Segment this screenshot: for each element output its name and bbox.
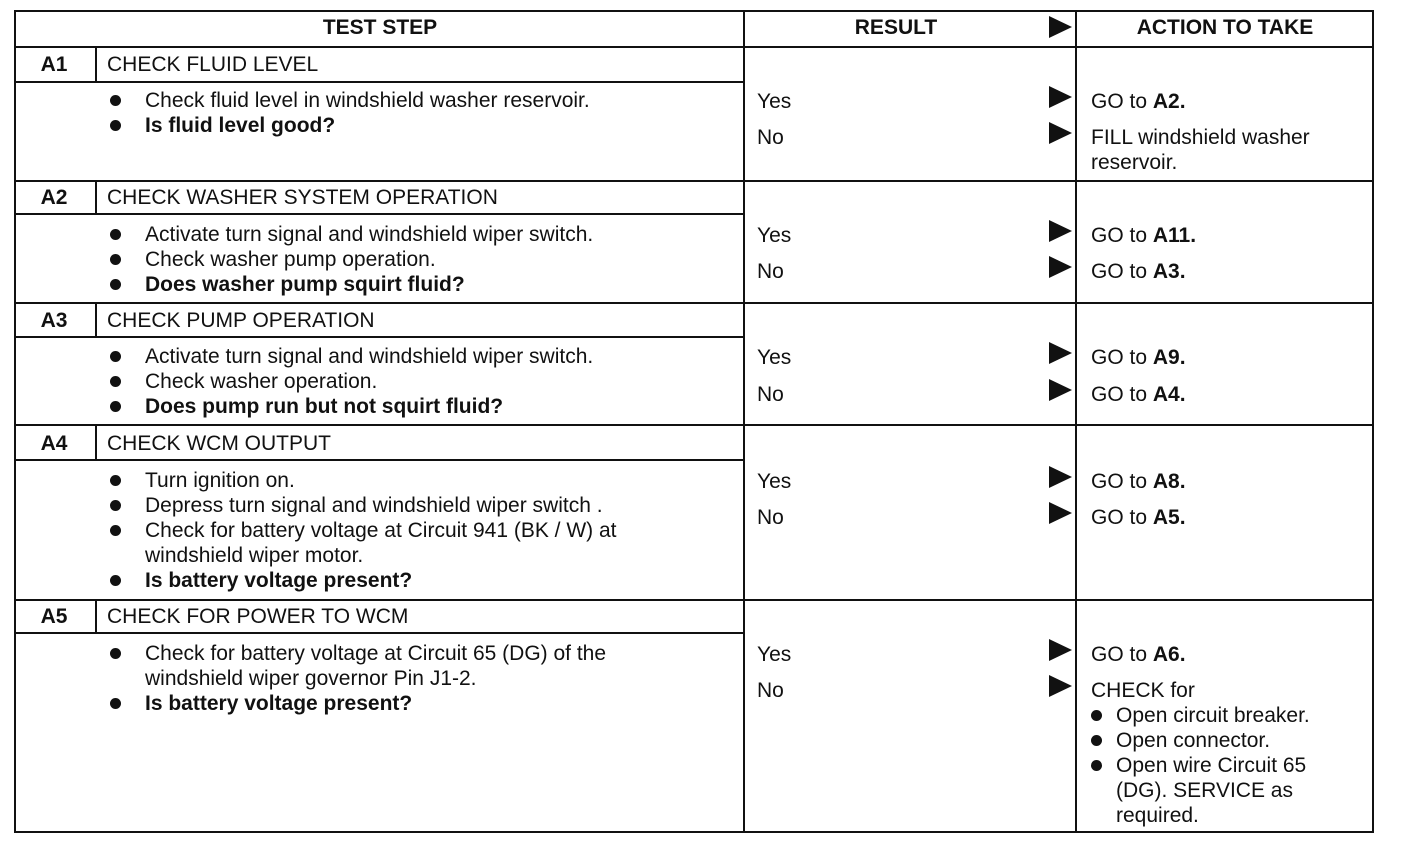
bullet-icon xyxy=(1091,760,1102,771)
step-a5-action-no-bullet-3-cont: (DG). SERVICE as xyxy=(1116,779,1293,802)
bullet-icon xyxy=(110,525,121,536)
step-a1-action-yes: GO to A2. xyxy=(1091,90,1186,113)
bullet-icon xyxy=(110,475,121,486)
divider-a1-a2 xyxy=(14,180,1374,182)
arrow-icon xyxy=(1049,122,1072,144)
step-a5-result-no: No xyxy=(757,679,784,702)
step-a3-bullet-3: Does pump run but not squirt fluid? xyxy=(145,395,504,418)
divider-a2-a3 xyxy=(14,302,1374,304)
step-a5-bullet-1-cont: windshield wiper governor Pin J1-2. xyxy=(145,667,477,690)
step-a5-bullet-1: Check for battery voltage at Circuit 65 (DG) of the xyxy=(145,642,607,665)
step-a4-bullet-1: Turn ignition on. xyxy=(145,469,295,492)
step-a2-result-yes: Yes xyxy=(757,224,792,247)
step-a2-bullet-3: Does washer pump squirt fluid? xyxy=(145,273,465,296)
step-a4-bullet-3-cont: windshield wiper motor. xyxy=(145,544,364,567)
bullet-icon xyxy=(110,254,121,265)
step-a5-bullet-2: Is battery voltage present? xyxy=(145,692,413,715)
bullet-icon xyxy=(110,648,121,659)
step-a5-action-no-bullet-3: Open wire Circuit 65 xyxy=(1116,754,1307,777)
step-a4-result-yes: Yes xyxy=(757,470,792,493)
divider-a3-a4 xyxy=(14,424,1374,426)
divider-action-column xyxy=(1075,10,1077,833)
header-action: ACTION TO TAKE xyxy=(1136,16,1314,39)
bullet-icon xyxy=(110,229,121,240)
divider-a2-title xyxy=(14,213,745,215)
arrow-icon xyxy=(1049,342,1072,364)
divider-result-column xyxy=(743,10,745,833)
step-a1-action-no-line-2: reservoir. xyxy=(1091,151,1178,174)
step-a3-action-no: GO to A4. xyxy=(1091,383,1186,406)
step-a2-bullet-1: Activate turn signal and windshield wiper switch. xyxy=(145,223,594,246)
header-test-step: TEST STEP xyxy=(322,16,438,39)
divider-a5-title xyxy=(14,632,745,634)
divider-header xyxy=(14,46,1374,48)
step-a5-action-no-head: CHECK for xyxy=(1091,679,1195,702)
step-a3-id: A3 xyxy=(40,309,68,332)
step-a3-bullet-1: Activate turn signal and windshield wiper switch. xyxy=(145,345,594,368)
bullet-icon xyxy=(110,575,121,586)
bullet-icon xyxy=(1091,735,1102,746)
step-a1-action-no-line-1: FILL windshield washer xyxy=(1091,126,1310,149)
arrow-icon xyxy=(1049,379,1072,401)
divider-a1-title xyxy=(14,81,745,83)
bullet-icon xyxy=(110,376,121,387)
step-a3-title: CHECK PUMP OPERATION xyxy=(107,309,375,332)
step-a2-result-no: No xyxy=(757,260,784,283)
divider-a4-id xyxy=(95,425,97,460)
arrow-icon xyxy=(1049,220,1072,242)
step-a4-bullet-4: Is battery voltage present? xyxy=(145,569,413,592)
bullet-icon xyxy=(110,120,121,131)
step-a5-title: CHECK FOR POWER TO WCM xyxy=(107,605,409,628)
step-a1-title: CHECK FLUID LEVEL xyxy=(107,53,319,76)
arrow-icon xyxy=(1049,502,1072,524)
arrow-icon xyxy=(1049,639,1072,661)
bullet-icon xyxy=(110,279,121,290)
arrow-icon xyxy=(1049,466,1072,488)
step-a5-action-no-bullet-1: Open circuit breaker. xyxy=(1116,704,1310,727)
bullet-icon xyxy=(110,401,121,412)
step-a5-action-no-bullet-2: Open connector. xyxy=(1116,729,1271,752)
bullet-icon xyxy=(110,500,121,511)
divider-a4-title xyxy=(14,459,745,461)
step-a1-result-yes: Yes xyxy=(757,90,792,113)
step-a5-result-yes: Yes xyxy=(757,643,792,666)
step-a5-action-yes: GO to A6. xyxy=(1091,643,1186,666)
step-a4-id: A4 xyxy=(40,432,68,455)
divider-a4-a5 xyxy=(14,599,1374,601)
step-a2-id: A2 xyxy=(40,186,68,209)
header-arrow-icon xyxy=(1049,16,1072,38)
step-a1-result-no: No xyxy=(757,126,784,149)
step-a3-result-yes: Yes xyxy=(757,346,792,369)
bullet-icon xyxy=(110,95,121,106)
step-a2-bullet-2: Check washer pump operation. xyxy=(145,248,436,271)
step-a1-bullet-1: Check fluid level in windshield washer reservoir. xyxy=(145,89,590,112)
step-a4-bullet-3: Check for battery voltage at Circuit 941 (BK / W) at xyxy=(145,519,617,542)
step-a4-action-no: GO to A5. xyxy=(1091,506,1186,529)
step-a3-bullet-2: Check washer operation. xyxy=(145,370,378,393)
step-a3-action-yes: GO to A9. xyxy=(1091,346,1186,369)
arrow-icon xyxy=(1049,675,1072,697)
step-a5-action-no-bullet-3-cont-2: required. xyxy=(1116,804,1199,827)
divider-a3-title xyxy=(14,336,745,338)
step-a4-result-no: No xyxy=(757,506,784,529)
step-a4-bullet-2: Depress turn signal and windshield wiper switch . xyxy=(145,494,603,517)
arrow-icon xyxy=(1049,86,1072,108)
step-a4-title: CHECK WCM OUTPUT xyxy=(107,432,331,455)
divider-a2-id xyxy=(95,181,97,214)
divider-a3-id xyxy=(95,303,97,337)
step-a5-id: A5 xyxy=(40,605,68,628)
bullet-icon xyxy=(110,698,121,709)
step-a2-action-no: GO to A3. xyxy=(1091,260,1186,283)
step-a1-bullet-2: Is fluid level good? xyxy=(145,114,336,137)
step-a2-title: CHECK WASHER SYSTEM OPERATION xyxy=(107,186,498,209)
bullet-icon xyxy=(110,351,121,362)
step-a1-id: A1 xyxy=(40,53,68,76)
step-a2-action-yes: GO to A11. xyxy=(1091,224,1197,247)
step-a4-action-yes: GO to A8. xyxy=(1091,470,1186,493)
header-result: RESULT xyxy=(854,16,938,39)
arrow-icon xyxy=(1049,256,1072,278)
divider-a5-id xyxy=(95,600,97,633)
step-a3-result-no: No xyxy=(757,383,784,406)
divider-a1-id xyxy=(95,47,97,82)
bullet-icon xyxy=(1091,710,1102,721)
